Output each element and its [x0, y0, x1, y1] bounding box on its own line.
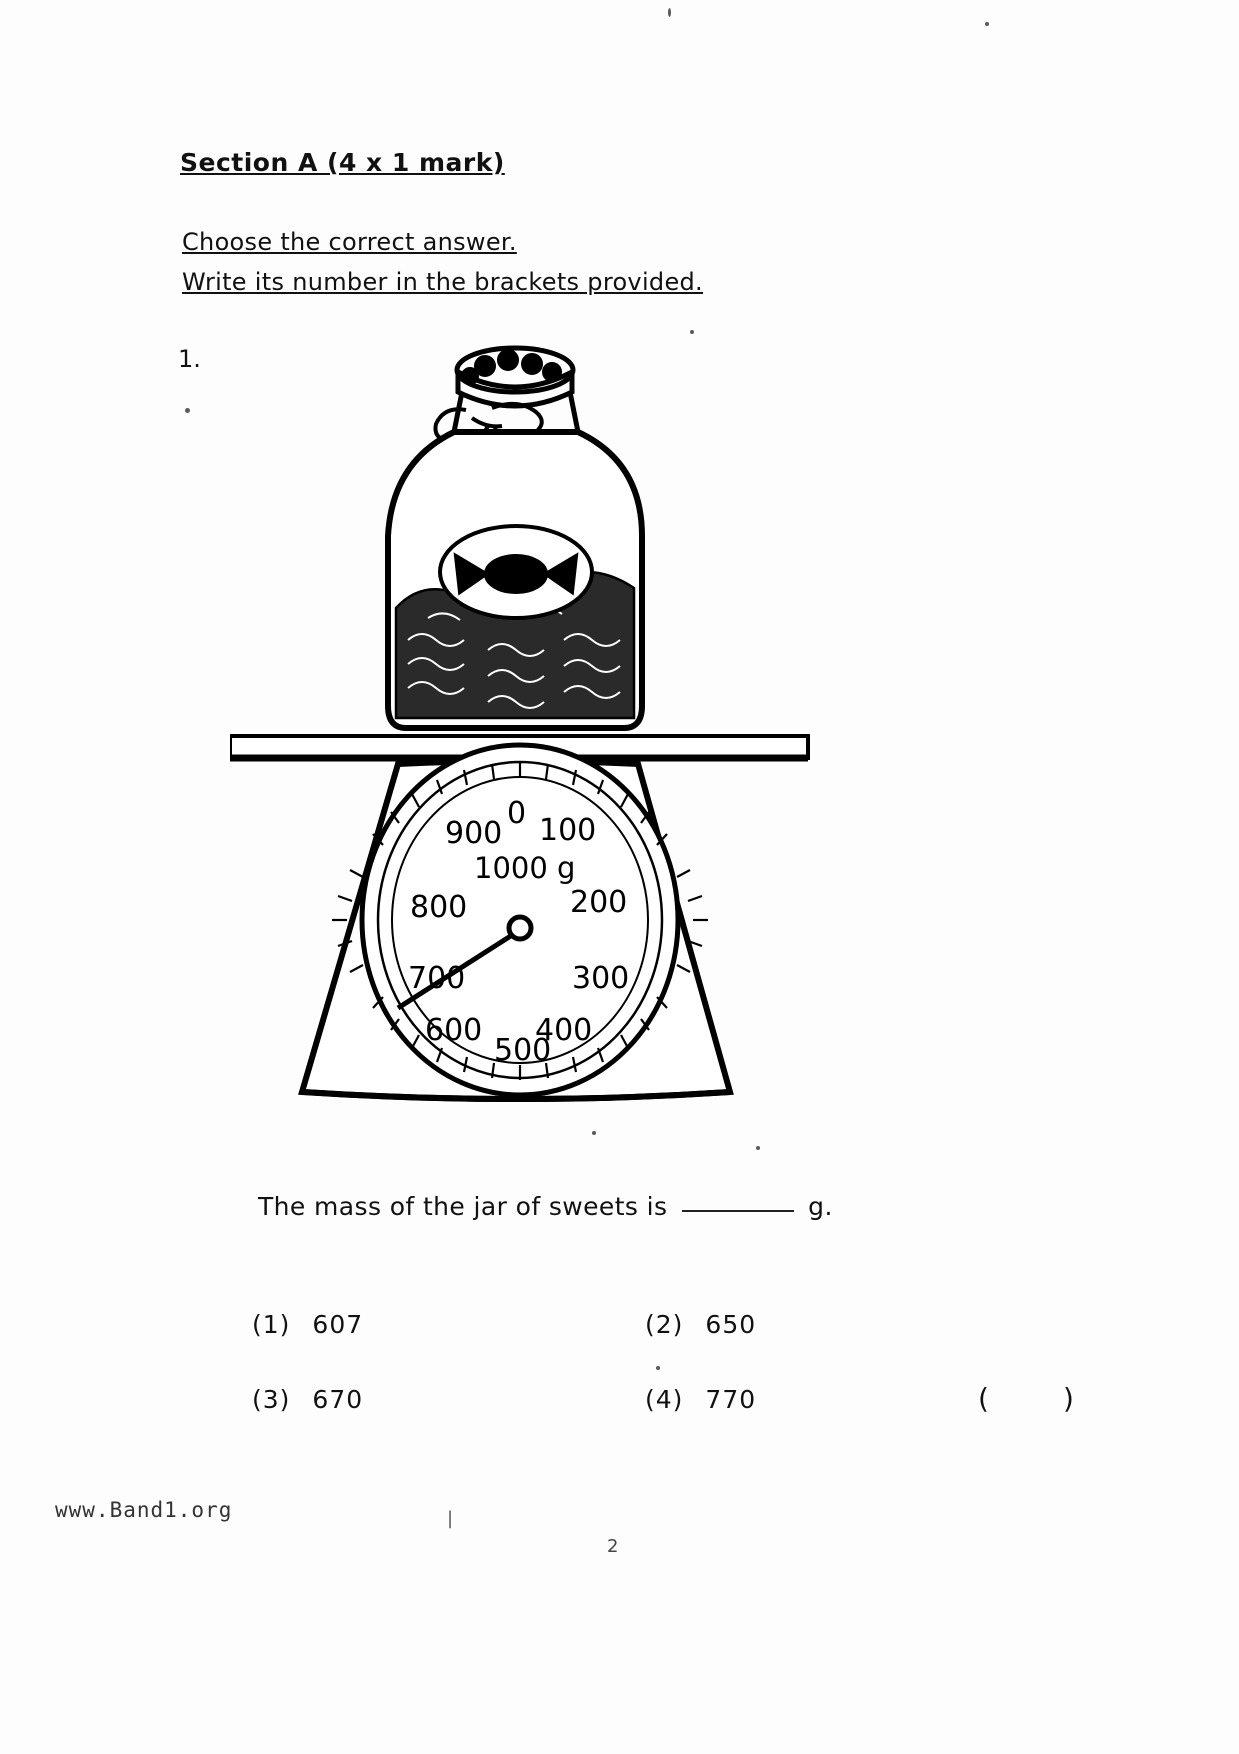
dial-label-800: 800	[410, 890, 468, 925]
scan-speck	[185, 408, 190, 413]
option-3-value: 670	[312, 1385, 364, 1414]
option-2[interactable]	[645, 1310, 756, 1339]
option-1-label: (1)	[252, 1310, 291, 1339]
page-number: 2	[607, 1536, 619, 1557]
footer-tick-mark: |	[447, 1508, 454, 1529]
question-text-after: g.	[808, 1192, 833, 1221]
question-sentence	[258, 1192, 833, 1221]
scan-speck	[690, 330, 694, 334]
instruction-line-1: Choose the correct answer.	[182, 228, 517, 256]
question-text-before: The mass of the jar of sweets is	[258, 1192, 668, 1221]
scan-speck	[756, 1146, 760, 1150]
option-4-label: (4)	[645, 1385, 684, 1414]
dial-label-200: 200	[570, 885, 628, 920]
scale-illustration	[230, 340, 850, 1140]
dial-label-600: 600	[425, 1013, 483, 1048]
option-3-label: (3)	[252, 1385, 291, 1414]
scan-speck	[668, 8, 671, 17]
scan-speck	[656, 1366, 660, 1370]
section-heading: Section A (4 x 1 mark)	[180, 148, 505, 177]
footer-url: www.Band1.org	[55, 1498, 233, 1522]
option-4[interactable]	[645, 1385, 756, 1414]
figure-scale-with-jar	[230, 340, 850, 1140]
dial-label-100: 100	[539, 813, 597, 848]
dial-label-400: 400	[535, 1013, 593, 1048]
option-4-value: 770	[705, 1385, 757, 1414]
dial-unit-label: 1000 g	[474, 851, 576, 885]
dial-label-700: 700	[408, 961, 466, 996]
option-1-value: 607	[312, 1310, 364, 1339]
scan-speck	[985, 22, 989, 26]
question-number: 1.	[178, 345, 201, 373]
instruction-line-2: Write its number in the brackets provided.	[182, 268, 703, 296]
option-2-value: 650	[705, 1310, 757, 1339]
bracket-open: (	[978, 1382, 991, 1415]
option-3[interactable]	[252, 1385, 363, 1414]
option-1[interactable]	[252, 1310, 363, 1339]
dial-label-500: 500	[494, 1033, 552, 1068]
answer-blank[interactable]	[682, 1210, 794, 1212]
option-2-label: (2)	[645, 1310, 684, 1339]
dial-label-900: 900	[445, 816, 503, 851]
bracket-close: )	[1062, 1382, 1076, 1415]
dial-label-300: 300	[572, 961, 630, 996]
dial-label-0: 0	[507, 796, 527, 831]
answer-bracket[interactable]	[978, 1382, 1076, 1415]
